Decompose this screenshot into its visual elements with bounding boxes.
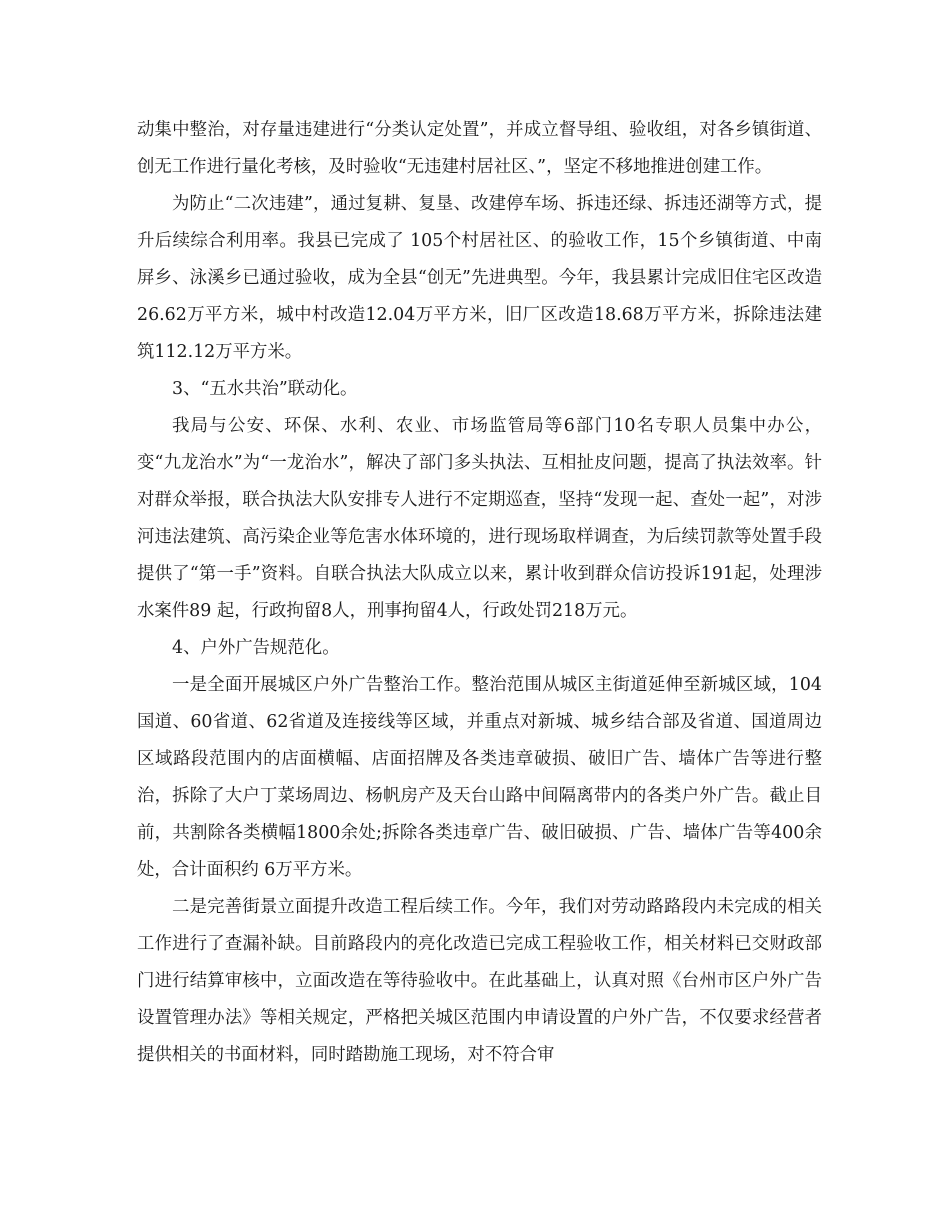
document-page xyxy=(137,112,822,1074)
paragraph-streetscape-upgrade: 二是完善街景立面提升改造工程后续工作。今年，我们对劳动路路段内未完成的相关工作进行了查漏补缺。目前路段内的亮化改造已完成工程验收工作，相关材料已交财政部门进行结算审核中，立面改造在等待验收中。在此基础上，认真对照《台州市区户外广告设置管理办法》等相关规定，严格把关城区范围内申请设置的户外广告，不仅要求经营者提供相关的书面材料，同时踏勘施工现场，对不符合审 xyxy=(137,897,822,1065)
section-heading-outdoor-ads: 4、户外广告规范化。 xyxy=(172,638,340,658)
paragraph-prevent-second-violation: 为防止“二次违建”，通过复耕、复垦、改建停车场、拆违还绿、拆违还湖等方式，提升后续综合利用率。我县已完成了 105个村居社区、的验收工作，15个乡镇街道、中南屏乡、泳溪乡已通过验收，成为全县“创无”先进典型。今年，我县累计完成旧住宅区改造26.62万平方米，城中村改造12.04万平方米，旧厂区改造18.68万平方米，拆除违法建筑112.12万平方米。 xyxy=(137,194,822,362)
paragraph-joint-enforcement: 我局与公安、环保、水利、农业、市场监管局等6部门10名专职人员集中办公，变“九龙治水”为“一龙治水”，解决了部门多头执法、互相扯皮问题，提高了执法效率。针对群众举报，联合执法大队安排专人进行不定期巡查，坚持“发现一起、查处一起”，对涉河违法建筑、高污染企业等危害水体环境的，进行现场取样调查，为后续罚款等处置手段提供了“第一手”资料。自联合执法大队成立以来，累计收到群众信访投诉191起，处理涉水案件89 起，行政拘留8人，刑事拘留4人，行政处罚218万元。 xyxy=(137,416,822,621)
paragraph-intro-continuation: 动集中整治，对存量违建进行“分类认定处置”，并成立督导组、验收组，对各乡镇街道、创无工作进行量化考核，及时验收“无违建村居社区、”，坚定不移地推进创建工作。 xyxy=(137,120,822,177)
section-heading-five-waters: 3、“五水共治”联动化。 xyxy=(172,379,358,399)
paragraph-ad-rectification: 一是全面开展城区户外广告整治工作。整治范围从城区主街道延伸至新城区域，104国道、60省道、62省道及连接线等区域，并重点对新城、城乡结合部及省道、国道周边区域路段范围内的店面横幅、店面招牌及各类违章破损、破旧广告、墙体广告等进行整治，拆除了大户丁菜场周边、杨帆房产及天台山路中间隔离带内的各类户外广告。截止目前，共割除各类横幅1800余处;拆除各类违章广告、破旧破损、广告、墙体广告等400余处，合计面积约 6万平方米。 xyxy=(137,675,822,880)
